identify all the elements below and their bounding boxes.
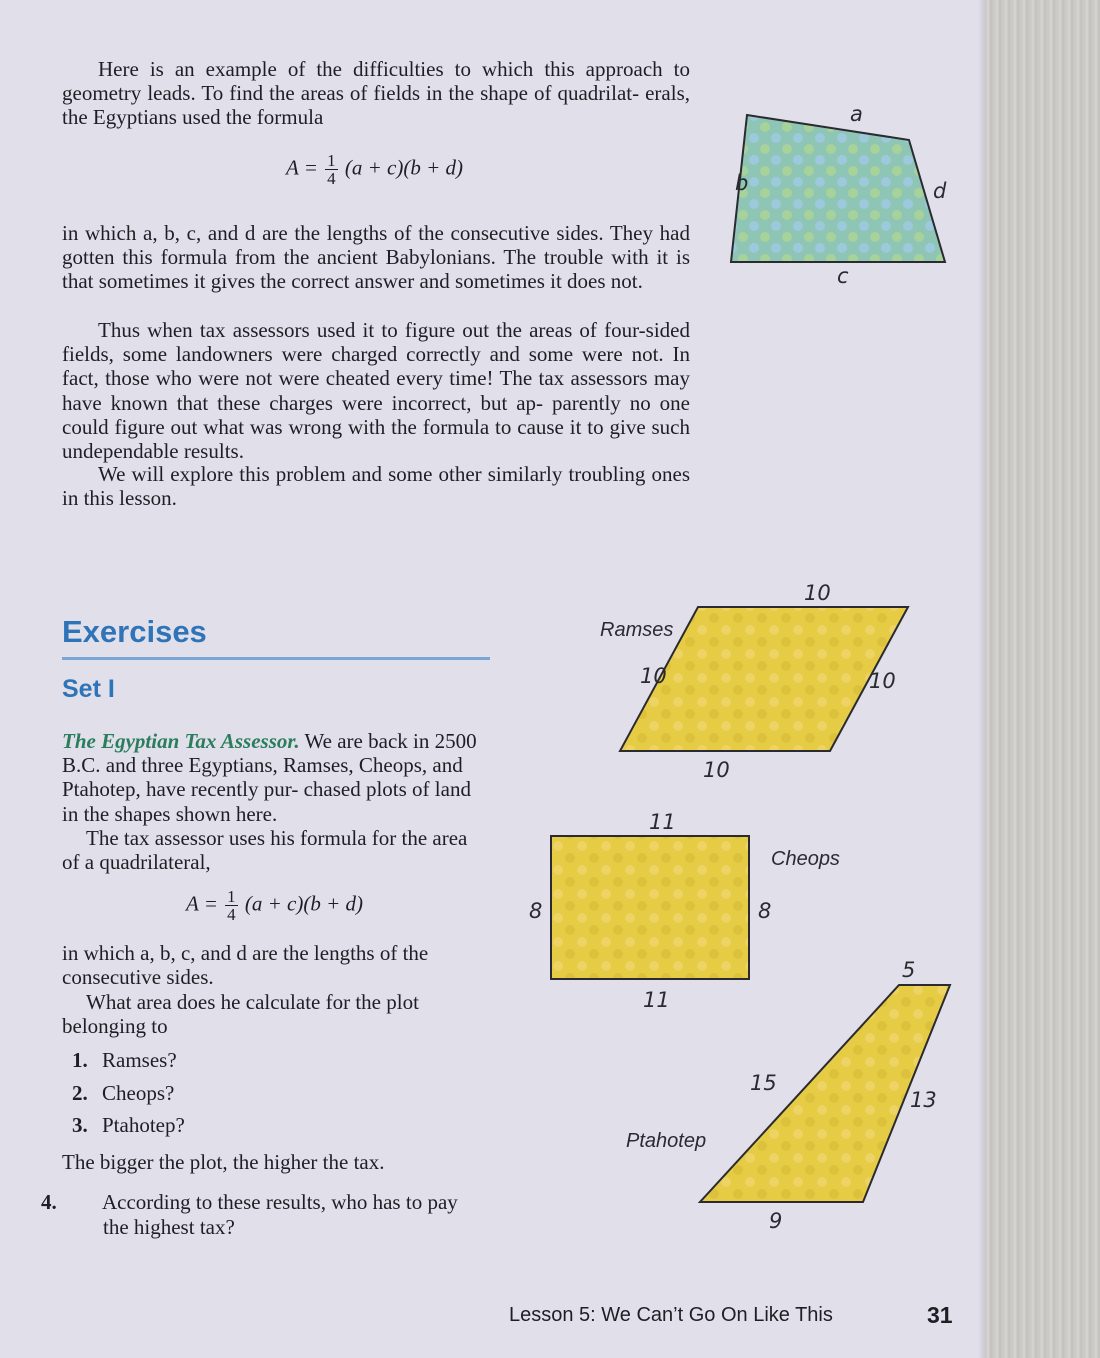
formula-rhs: (a + c)(b + d) (244, 891, 364, 916)
formula-fraction-numerator: 1 (327, 151, 336, 170)
cheops-side-top: 11 (649, 810, 676, 834)
intro-paragraph-2: in which a, b, c, and d are the lengths of the consecutive sides. They had gotten this formula from the ancient Babylonians. The trouble with it is that sometimes it gives the correct answer and sometimes it does not. (62, 221, 690, 294)
ramses-side-top: 10 (804, 581, 831, 605)
ptahotep-side-right: 13 (910, 1088, 937, 1112)
page-number: 31 (927, 1302, 953, 1328)
exercise-paragraph-2: The tax assessor uses his formula for the area of a quadrilateral, (62, 826, 468, 875)
cheops-side-right: 8 (758, 899, 772, 923)
ramses-side-right: 10 (869, 669, 896, 693)
cheops-plot (529, 810, 840, 1012)
cheops-side-bottom: 11 (643, 988, 670, 1012)
formula-fraction-numerator: 1 (227, 887, 236, 906)
formula-lhs: A = (286, 155, 318, 180)
question-2: 2. Cheops? (72, 1080, 175, 1105)
ramses-side-left: 10 (640, 664, 667, 688)
ramses-side-bottom: 10 (703, 758, 730, 782)
ramses-label: Ramses (600, 619, 674, 641)
formula-fraction-denominator: 4 (227, 905, 236, 924)
ptahotep-side-top: 5 (902, 958, 916, 982)
exercise-lead-text: We are back in 2500 B.C. and three Egyptians, Ramses, Cheops, and Ptahotep, have recently pur- chased plots of land in the shapes shown here. (62, 729, 477, 826)
exercise-paragraph-4: What area does he calculate for the plot belonging to (62, 990, 419, 1039)
ptahotep-side-left: 15 (750, 1071, 777, 1095)
intro-paragraph-3: Thus when tax assessors used it to figure out the areas of four-sided fields, some landowners were charged correctly and some were not. In fact, those who were not were cheated every time! The tax assessors may have known that these charges were incorrect, but ap- parently no one could figure out what was wrong with the formula to cause it to give such undependable results. (62, 318, 690, 464)
formula-lhs: A = (186, 891, 218, 916)
ptahotep-plot (626, 958, 950, 1233)
side-label-b: b (735, 171, 749, 195)
question-1: 1. Ramses? (72, 1048, 177, 1072)
exercises-heading: Exercises (62, 614, 207, 649)
ptahotep-label: Ptahotep (626, 1130, 707, 1152)
set-label: Set I (62, 675, 115, 703)
question-4: 4. According to these results, who has to pay the highest tax? (41, 1190, 458, 1239)
cheops-rectangle (551, 836, 749, 979)
intro-paragraph-1: Here is an example of the difficulties to which this approach to geometry leads. To find the areas of fields in the shape of quadrilat- erals, the Egyptians used the formula (62, 57, 690, 130)
side-label-a: a (850, 102, 863, 126)
side-label-c: c (837, 264, 849, 288)
book-binding-edge (985, 0, 1100, 1358)
ramses-plot (600, 581, 908, 782)
quadrilateral-figure (731, 102, 947, 288)
question-4-text: According to these results, who has to pay the highest tax? (102, 1190, 458, 1239)
intro-paragraph-4: We will explore this problem and some other similarly troubling ones in this lesson. (62, 462, 690, 511)
formula-fraction-denominator: 4 (327, 169, 336, 188)
side-label-d: d (933, 179, 947, 203)
ptahotep-side-bottom: 9 (769, 1209, 783, 1233)
footer-lesson-title: Lesson 5: We Can’t Go On Like This (509, 1304, 833, 1326)
formula-rhs: (a + c)(b + d) (344, 155, 464, 180)
exercise-lead-title: The Egyptian Tax Assessor. (62, 729, 300, 753)
question-3: 3. Ptahotep? (72, 1113, 185, 1137)
quadrilateral-shape (731, 115, 945, 262)
bigger-plot-note: The bigger the plot, the higher the tax. (62, 1150, 385, 1174)
cheops-label: Cheops (771, 848, 840, 870)
cheops-side-left: 8 (529, 899, 543, 923)
exercise-paragraph-3: in which a, b, c, and d are the lengths of the consecutive sides. (62, 941, 429, 990)
